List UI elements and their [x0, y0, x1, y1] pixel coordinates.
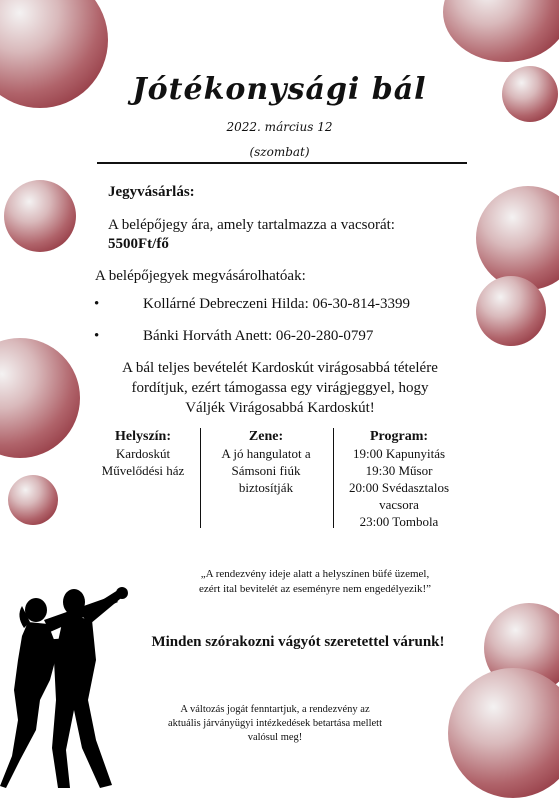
venue-line: Művelődési ház	[101, 463, 185, 478]
music-heading: Zene:	[248, 429, 284, 444]
ticket-price: 5500Ft/fő	[108, 236, 169, 252]
ticket-heading: Jegyvásárlás:	[108, 184, 195, 200]
column-divider	[200, 428, 201, 528]
decorative-bubble	[448, 668, 559, 798]
bullet-icon: •	[94, 296, 100, 312]
column-divider	[333, 428, 334, 528]
contact-item: Bánki Horváth Anett: 06-20-280-0797	[143, 328, 374, 344]
dancing-couple-silhouette	[0, 580, 150, 793]
disclaimer-line: A változás jogát fenntartjuk, a rendezvény az	[180, 704, 370, 715]
decorative-bubble	[8, 475, 58, 525]
decorative-bubble	[476, 186, 559, 290]
program-line: vacsora	[379, 497, 419, 512]
appeal-line: A bál teljes bevételét Kardoskút virágosabbá tételére	[122, 360, 438, 376]
page-title: Jótékonysági bál	[132, 72, 427, 107]
title-divider	[97, 162, 467, 164]
program-line: 19:00 Kapunyitás	[352, 446, 446, 461]
venue-heading: Helyszín:	[115, 429, 171, 444]
decorative-bubble	[443, 0, 559, 62]
event-date: 2022. március 12	[226, 120, 333, 134]
program-column	[336, 428, 462, 530]
decorative-bubble	[476, 276, 546, 346]
buffet-note-line: ezért ital bevitelét az eseményre nem engedélyezik!”	[198, 583, 432, 595]
disclaimer-line: valósul meg!	[247, 732, 303, 743]
ticket-where-text: A belépőjegyek megvásárolhatóak:	[95, 268, 306, 284]
venue-column	[92, 428, 194, 479]
program-line: 20:00 Svédasztalos	[348, 480, 449, 495]
program-line: 23:00 Tombola	[359, 514, 439, 529]
bullet-icon: •	[94, 328, 100, 344]
appeal-line: Váljék Virágosabbá Kardoskút!	[185, 400, 375, 416]
music-line: A jó hangulatot a	[221, 446, 311, 461]
buffet-note-line: „A rendezvény ideje alatt a helyszínen büfé üzemel,	[200, 568, 430, 580]
appeal-line: fordítjuk, ezért támogassa egy virágjeggyel, hogy	[131, 380, 429, 396]
event-day: (szombat)	[249, 145, 310, 159]
decorative-bubble	[4, 180, 76, 252]
decorative-bubble	[0, 338, 80, 458]
music-column	[206, 428, 326, 496]
program-line: 19:30 Műsor	[365, 463, 433, 478]
music-line: biztosítják	[238, 480, 294, 495]
ticket-price-text: A belépőjegy ára, amely tartalmazza a vacsorát:	[108, 217, 395, 233]
contact-item: Kollárné Debreczeni Hilda: 06-30-814-3399	[143, 296, 410, 312]
disclaimer-line: aktuális járványügyi intézkedések betartása mellett	[168, 718, 382, 729]
welcome-text: Minden szórakozni vágyót szeretettel várunk!	[151, 634, 445, 650]
venue-line: Kardoskút	[115, 446, 171, 461]
program-heading: Program:	[369, 429, 429, 444]
music-line: Sámsoni fiúk	[231, 463, 301, 478]
